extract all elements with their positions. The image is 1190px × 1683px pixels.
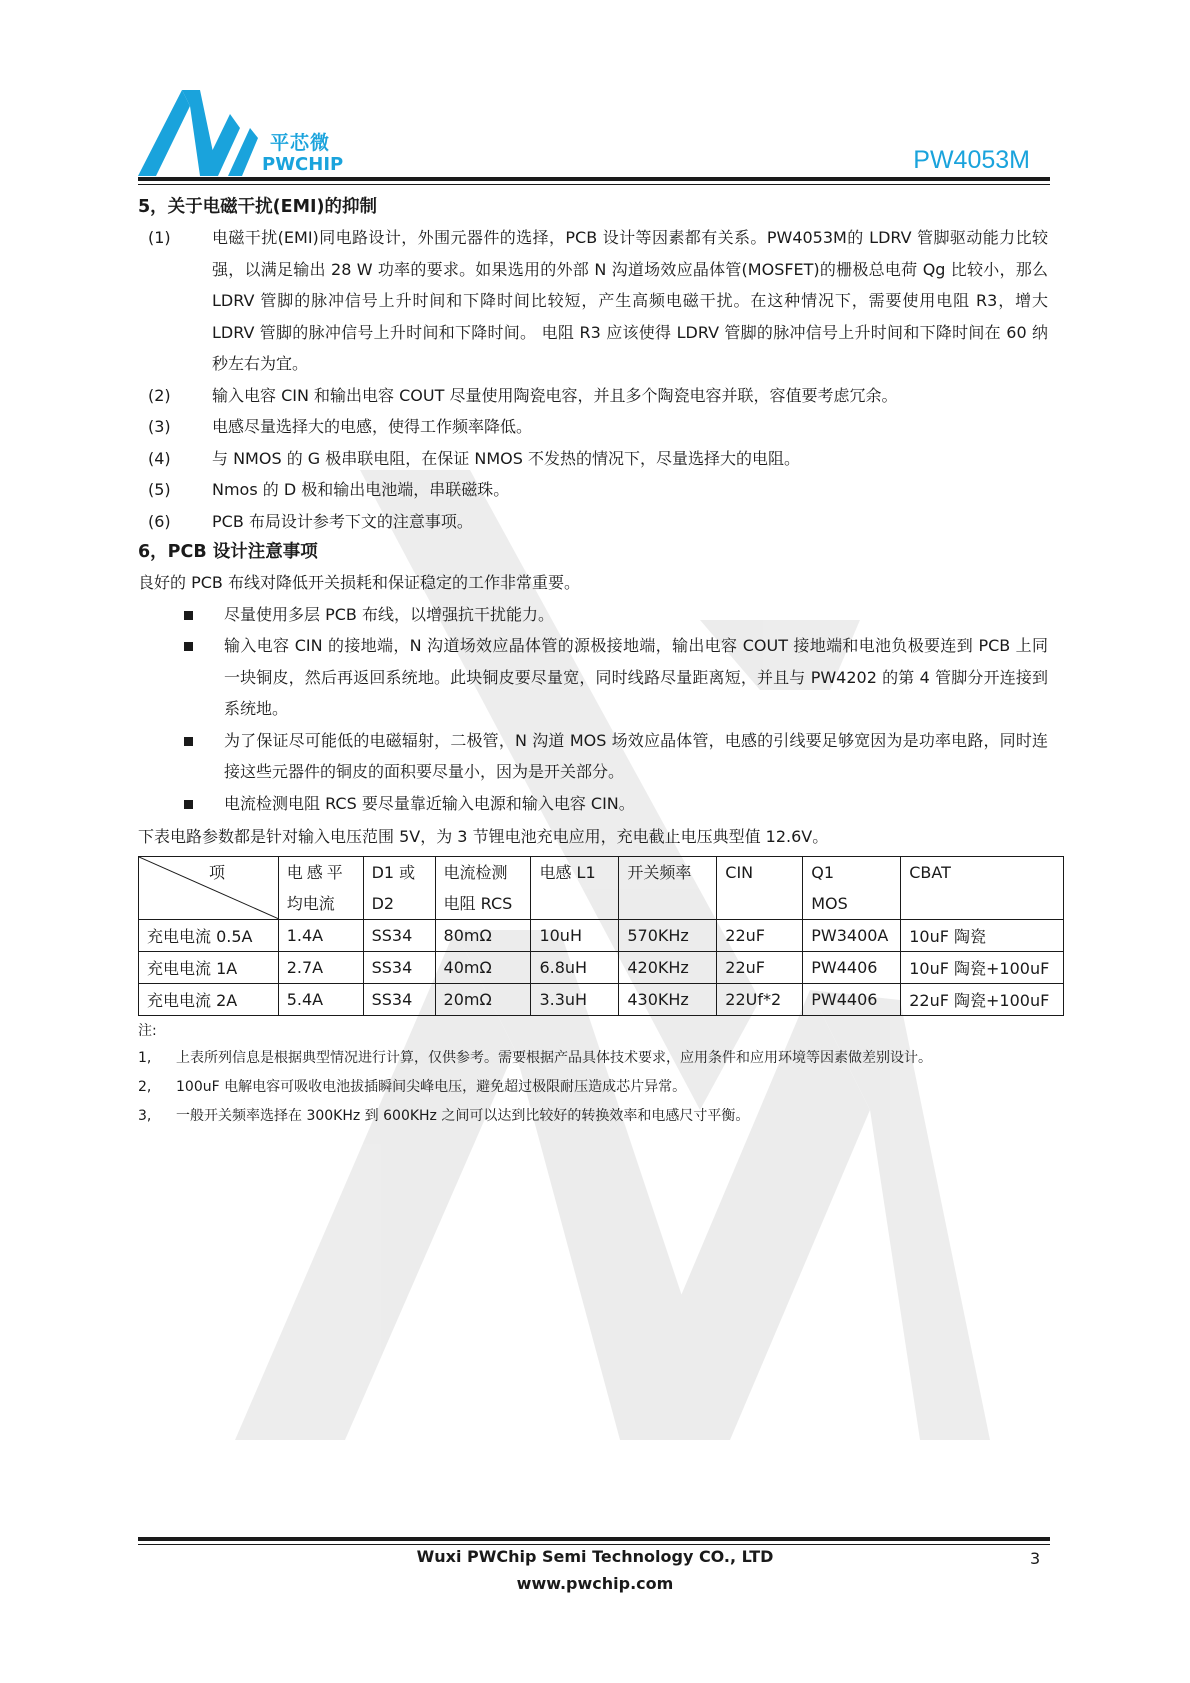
- item-number: (4): [148, 448, 171, 468]
- header-line-1: 电流检测: [443, 862, 508, 882]
- table-cell: SS34: [363, 919, 435, 951]
- table-cell: 80mΩ: [435, 919, 531, 951]
- note-item: [138, 1073, 1048, 1102]
- footer-website: www.pwchip.com: [516, 1574, 674, 1593]
- table-cell: 22uF 陶瓷+100uF: [901, 983, 1064, 1015]
- list-item: [138, 380, 1048, 412]
- bullet-item: [138, 788, 1048, 820]
- bullet-text: 尽量使用多层 PCB 布线，以增强抗干扰能力。: [224, 604, 554, 624]
- header-rule: [138, 177, 1050, 181]
- footer-rule-thin: [138, 1544, 1050, 1545]
- notes-label: 注:: [138, 1022, 157, 1039]
- table-row: [139, 983, 1064, 1015]
- brand-name-en: PWCHIP: [262, 154, 344, 175]
- table-header-cell: [619, 856, 717, 919]
- table-caption: 下表电路参数都是针对输入电压范围 5V，为 3 节锂电池充电应用，充电截止电压典型值 12.6V。: [138, 827, 829, 846]
- header-line-1: 电感 L1: [539, 862, 596, 882]
- table-cell: 充电电流 2A: [139, 983, 279, 1015]
- note-number: 3,: [138, 1107, 152, 1124]
- bullet-text: 为了保证尽可能低的电磁辐射，二极管，N 沟道 MOS 场效应晶体管，电感的引线要足够宽因为是功率电路，同时连接这些元器件的铜皮的面积要尽量小，因为是开关部分。: [224, 730, 1048, 781]
- section-6-intro: 良好的 PCB 布线对降低开关损耗和保证稳定的工作非常重要。: [138, 573, 580, 592]
- table-header-cell: [435, 856, 531, 919]
- table-cell: 10uF 陶瓷+100uF: [901, 951, 1064, 983]
- bullet-square-icon: [184, 800, 193, 809]
- item-text: 电感尽量选择大的电感，使得工作频率降低。: [212, 417, 533, 436]
- table-header-cell: [901, 856, 1064, 919]
- table-header-cell: [363, 856, 435, 919]
- item-number: (1): [148, 228, 171, 247]
- header-line-1: D1 或: [371, 862, 416, 882]
- table-cell: 2.7A: [278, 951, 363, 983]
- header-line-1: 开关频率: [627, 862, 692, 882]
- item-text: 电磁干扰(EMI)同电路设计，外围元器件的选择，PCB 设计等因素都有关系。PW4053M的 LDRV 管脚驱动能力比较强，以满足输出 28 W 功率的要求。如果选用的外部 N 沟道场效应晶体管(MOSFET)的栅极总电荷 Qg 比较小，那么 LDRV 管脚的脉冲信号上升时间和下降时间比较短，产生高频电磁干扰。在这种情况下，需要使用电阻 R3，增大 LDRV 管脚的脉冲信号上升时间和下降时间。 电阻 R3 应该使得 LDRV 管脚的脉冲信号上升时间和下降时间在 60 纳秒左右为宜。: [212, 228, 1048, 373]
- header-line-2: 均电流: [286, 893, 335, 913]
- table-cell: 420KHz: [619, 951, 717, 983]
- item-number: (5): [148, 480, 171, 499]
- header-line-1: Q1: [811, 862, 835, 882]
- header-line-1: 电感平: [286, 862, 347, 882]
- item-text: Nmos 的 D 极和输出电池端，串联磁珠。: [212, 480, 510, 499]
- table-cell: 1.4A: [278, 919, 363, 951]
- header-line-2: D2: [371, 893, 395, 913]
- item-number: (6): [148, 511, 171, 531]
- section-5-heading: 5，关于电磁干扰(EMI)的抑制: [138, 197, 378, 217]
- bullet-item: [138, 599, 1048, 631]
- pwchip-logo-icon: [138, 88, 258, 178]
- header-label: 项: [209, 862, 226, 882]
- header-line-1: CBAT: [909, 862, 951, 882]
- bullet-item: [138, 725, 1048, 788]
- table-cell: 充电电流 1A: [139, 951, 279, 983]
- bullet-text: 电流检测电阻 RCS 要尽量靠近输入电源和输入电容 CIN。: [224, 793, 635, 813]
- table-header-cell: [139, 856, 279, 919]
- table-cell: 充电电流 0.5A: [139, 919, 279, 951]
- table-cell: 5.4A: [278, 983, 363, 1015]
- part-number: PW4053M: [913, 146, 1030, 174]
- item-number: (2): [148, 385, 171, 405]
- page-number: 3: [1030, 1549, 1041, 1568]
- footer-company: Wuxi PWChip Semi Technology CO., LTD: [416, 1547, 774, 1566]
- table-cell: 570KHz: [619, 919, 717, 951]
- note-text: 一般开关频率选择在 300KHz 到 600KHz 之间可以达到比较好的转换效率和电感尺寸平衡。: [176, 1107, 750, 1124]
- table-header-cell: [278, 856, 363, 919]
- table-cell: PW4406: [803, 983, 901, 1015]
- table-header-row: [139, 856, 1064, 919]
- header-line-2: MOS: [811, 893, 848, 913]
- list-item: [138, 443, 1048, 475]
- bullet-item: [138, 630, 1048, 725]
- parameter-table: [138, 856, 1064, 1016]
- table-notes: [138, 1018, 1048, 1131]
- table-row: [139, 919, 1064, 951]
- table-cell: 22uF: [717, 951, 803, 983]
- document-body: [138, 192, 1048, 1131]
- table-cell: 20mΩ: [435, 983, 531, 1015]
- note-item: [138, 1102, 1048, 1131]
- list-item: [138, 222, 1048, 380]
- list-item: [138, 411, 1048, 443]
- item-text: PCB 布局设计参考下文的注意事项。: [212, 511, 473, 531]
- brand-name-cn: 平芯微: [270, 132, 331, 154]
- note-number: 1,: [138, 1049, 152, 1066]
- table-cell: 3.3uH: [531, 983, 619, 1015]
- list-item: [138, 506, 1048, 538]
- header-rule-thin: [138, 184, 1050, 185]
- footer-rule: [138, 1537, 1050, 1541]
- header-line-1: CIN: [725, 862, 754, 882]
- bullet-text: 输入电容 CIN 的接地端，N 沟道场效应晶体管的源极接地端，输出电容 COUT 接地端和电池负极要连到 PCB 上同一块铜皮，然后再返回系统地。此块铜皮要尽量宽，同时线路尽量距离短，并且与 PW4202 的第 4 管脚分开连接到系统地。: [224, 636, 1048, 718]
- bullet-square-icon: [184, 642, 193, 651]
- table-header-cell: [717, 856, 803, 919]
- item-text: 输入电容 CIN 和输出电容 COUT 尽量使用陶瓷电容，并且多个陶瓷电容并联，容值要考虑冗余。: [212, 385, 898, 405]
- item-number: (3): [148, 417, 171, 436]
- item-text: 与 NMOS 的 G 极串联电阻，在保证 NMOS 不发热的情况下，尽量选择大的电阻。: [212, 448, 800, 468]
- table-cell: PW4406: [803, 951, 901, 983]
- table-header-cell: [803, 856, 901, 919]
- note-item: [138, 1044, 1048, 1073]
- table-cell: 10uH: [531, 919, 619, 951]
- note-text: 上表所列信息是根据典型情况进行计算，仅供参考。需要根据产品具体技术要求，应用条件和应用环境等因素做差别设计。: [176, 1049, 932, 1066]
- list-item: [138, 474, 1048, 506]
- table-cell: 430KHz: [619, 983, 717, 1015]
- table-cell: 6.8uH: [531, 951, 619, 983]
- table-header-cell: [531, 856, 619, 919]
- bullet-square-icon: [184, 611, 193, 620]
- note-number: 2,: [138, 1078, 152, 1095]
- table-cell: 22uF: [717, 919, 803, 951]
- table-cell: PW3400A: [803, 919, 901, 951]
- bullet-square-icon: [184, 737, 193, 746]
- table-cell: 22Uf*2: [717, 983, 803, 1015]
- table-row: [139, 951, 1064, 983]
- header-line-2: 电阻 RCS: [443, 893, 513, 913]
- table-cell: 10uF 陶瓷: [901, 919, 1064, 951]
- table-cell: SS34: [363, 983, 435, 1015]
- table-cell: SS34: [363, 951, 435, 983]
- section-6-heading: 6，PCB 设计注意事项: [138, 542, 318, 562]
- note-text: 100uF 电解电容可吸收电池拔插瞬间尖峰电压，避免超过极限耐压造成芯片异常。: [176, 1078, 687, 1095]
- table-cell: 40mΩ: [435, 951, 531, 983]
